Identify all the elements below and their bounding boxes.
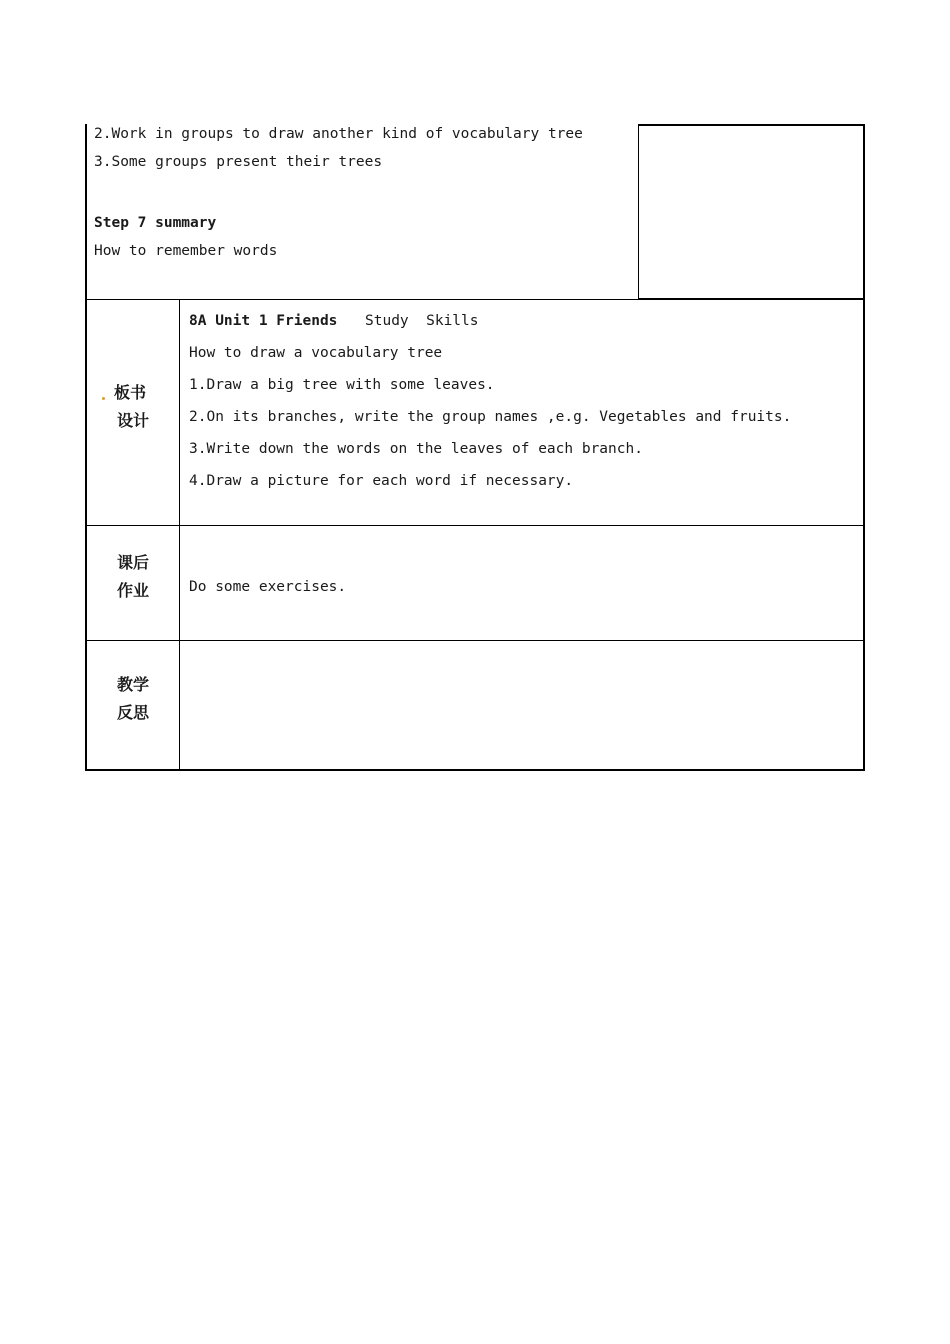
table-border-left	[85, 124, 87, 771]
table-border-bottom	[85, 769, 865, 771]
table-border-right	[863, 124, 865, 771]
homework-label-2: 作业	[117, 581, 150, 600]
homework-label-1: 课后	[117, 553, 150, 572]
board-step-1: 1.Draw a big tree with some leaves.	[189, 377, 495, 393]
board-design-label-2: 设计	[117, 411, 150, 430]
board-design-label-1: 板书	[114, 383, 147, 402]
step-heading: Step 7 summary	[94, 215, 217, 231]
board-step-4: 4.Draw a picture for each word if necessary.	[189, 473, 574, 489]
reflection-label-1: 教学	[117, 675, 150, 694]
row-divider-1	[85, 299, 865, 300]
top-right-cell-top	[639, 124, 865, 126]
present-task-line: 3.Some groups present their trees	[94, 154, 383, 170]
board-step-2: 2.On its branches, write the group names ,e.g. Vegetables and fruits.	[189, 409, 792, 425]
step-text: How to remember words	[94, 243, 278, 259]
reflection-label-2: 反思	[117, 703, 150, 722]
decorative-dot	[102, 397, 105, 400]
board-subtitle: How to draw a vocabulary tree	[189, 345, 443, 361]
top-right-cell-left	[638, 124, 639, 300]
board-title: 8A Unit 1 Friends	[189, 313, 338, 329]
label-column-divider	[179, 300, 180, 770]
board-title-rest: Study Skills	[365, 313, 479, 329]
board-step-3: 3.Write down the words on the leaves of each branch.	[189, 441, 643, 457]
row-divider-3	[85, 640, 865, 641]
row-divider-2	[85, 525, 865, 526]
homework-text: Do some exercises.	[189, 579, 347, 595]
group-task-line: 2.Work in groups to draw another kind of vocabulary tree	[94, 126, 583, 142]
